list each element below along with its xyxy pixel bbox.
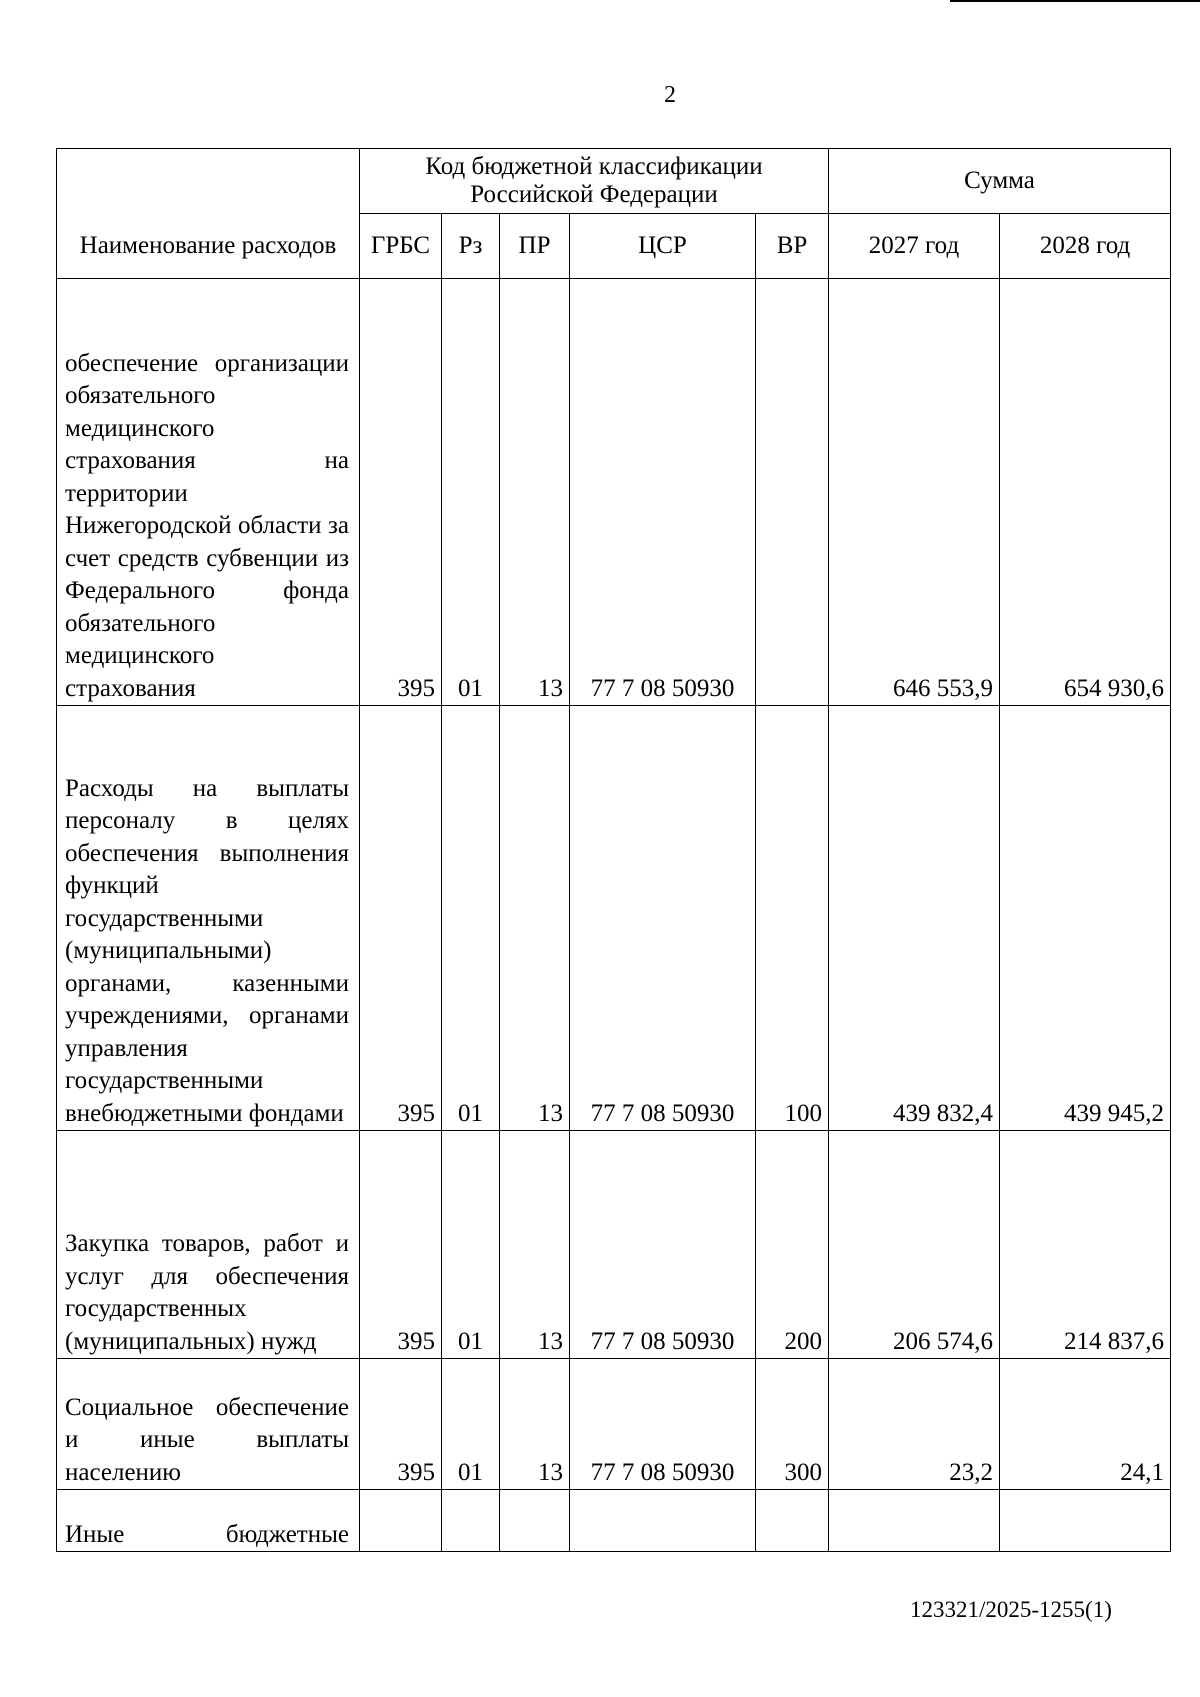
table-row <box>57 1490 1171 1552</box>
cell-rz: 01 <box>442 279 500 706</box>
cell-pr: 13 <box>500 1131 570 1359</box>
cell-pr: 13 <box>500 706 570 1131</box>
cell-grbs: 395 <box>360 1359 442 1490</box>
cell-grbs: 395 <box>360 1131 442 1359</box>
cell-grbs: 395 <box>360 706 442 1131</box>
row-name: Закупка товаров, работ и услуг для обеспечения государственных (муниципальных) нужд <box>57 1131 360 1359</box>
row-name: Расходы на выплаты персоналу в целях обеспечения выполнения функций государственными (муниципальными) органами, казенными учреждениями, органами управления государственными внебюджетными фондами <box>57 706 360 1131</box>
cell-sum-2027: 646 553,9 <box>829 279 1000 706</box>
cell-sum-2027: 23,2 <box>829 1359 1000 1490</box>
header-2027: 2027 год <box>829 214 1000 279</box>
cell-vr <box>756 279 829 706</box>
cell-csr <box>570 1490 756 1552</box>
header-code-group: Код бюджетной классификации Российской Федерации <box>360 149 829 214</box>
header-pr: ПР <box>500 214 570 279</box>
table-row <box>57 1359 1171 1490</box>
table-row <box>57 706 1171 1131</box>
cell-csr: 77 7 08 50930 <box>570 706 756 1131</box>
cell-sum-2028: 24,1 <box>1000 1359 1171 1490</box>
top-edge-line <box>950 0 1200 2</box>
cell-vr <box>756 1490 829 1552</box>
cell-sum-2028 <box>1000 1490 1171 1552</box>
cell-pr <box>500 1490 570 1552</box>
cell-pr: 13 <box>500 279 570 706</box>
cell-csr: 77 7 08 50930 <box>570 1131 756 1359</box>
header-sum-group: Сумма <box>829 149 1171 214</box>
cell-grbs: 395 <box>360 279 442 706</box>
cell-vr: 200 <box>756 1131 829 1359</box>
row-name: Иные бюджетные <box>57 1490 360 1552</box>
header-grbs: ГРБС <box>360 214 442 279</box>
document-id: 123321/2025-1255(1) <box>910 1597 1112 1622</box>
cell-pr: 13 <box>500 1359 570 1490</box>
cell-sum-2028: 214 837,6 <box>1000 1131 1171 1359</box>
cell-sum-2027: 439 832,4 <box>829 706 1000 1131</box>
header-csr: ЦСР <box>570 214 756 279</box>
header-name: Наименование расходов <box>57 149 360 279</box>
cell-rz <box>442 1490 500 1552</box>
header-row-1 <box>57 149 1171 214</box>
header-vr: ВР <box>756 214 829 279</box>
cell-rz: 01 <box>442 706 500 1131</box>
cell-sum-2027 <box>829 1490 1000 1552</box>
header-rz: Рз <box>442 214 500 279</box>
row-name: обеспечение организации обязательного медицинского страхования на территории Нижегородской области за счет средств субвенции из Федерального фонда обязательного медицинского страхования <box>57 279 360 706</box>
cell-sum-2028: 654 930,6 <box>1000 279 1171 706</box>
table-row <box>57 279 1171 706</box>
page-number: 2 <box>664 82 676 108</box>
cell-rz: 01 <box>442 1359 500 1490</box>
budget-table <box>56 148 1171 1552</box>
cell-sum-2028: 439 945,2 <box>1000 706 1171 1131</box>
cell-vr: 100 <box>756 706 829 1131</box>
cell-sum-2027: 206 574,6 <box>829 1131 1000 1359</box>
cell-rz: 01 <box>442 1131 500 1359</box>
row-name: Социальное обеспечение и иные выплаты населению <box>57 1359 360 1490</box>
cell-vr: 300 <box>756 1359 829 1490</box>
table-row <box>57 1131 1171 1359</box>
cell-grbs <box>360 1490 442 1552</box>
cell-csr: 77 7 08 50930 <box>570 1359 756 1490</box>
cell-csr: 77 7 08 50930 <box>570 279 756 706</box>
header-2028: 2028 год <box>1000 214 1171 279</box>
